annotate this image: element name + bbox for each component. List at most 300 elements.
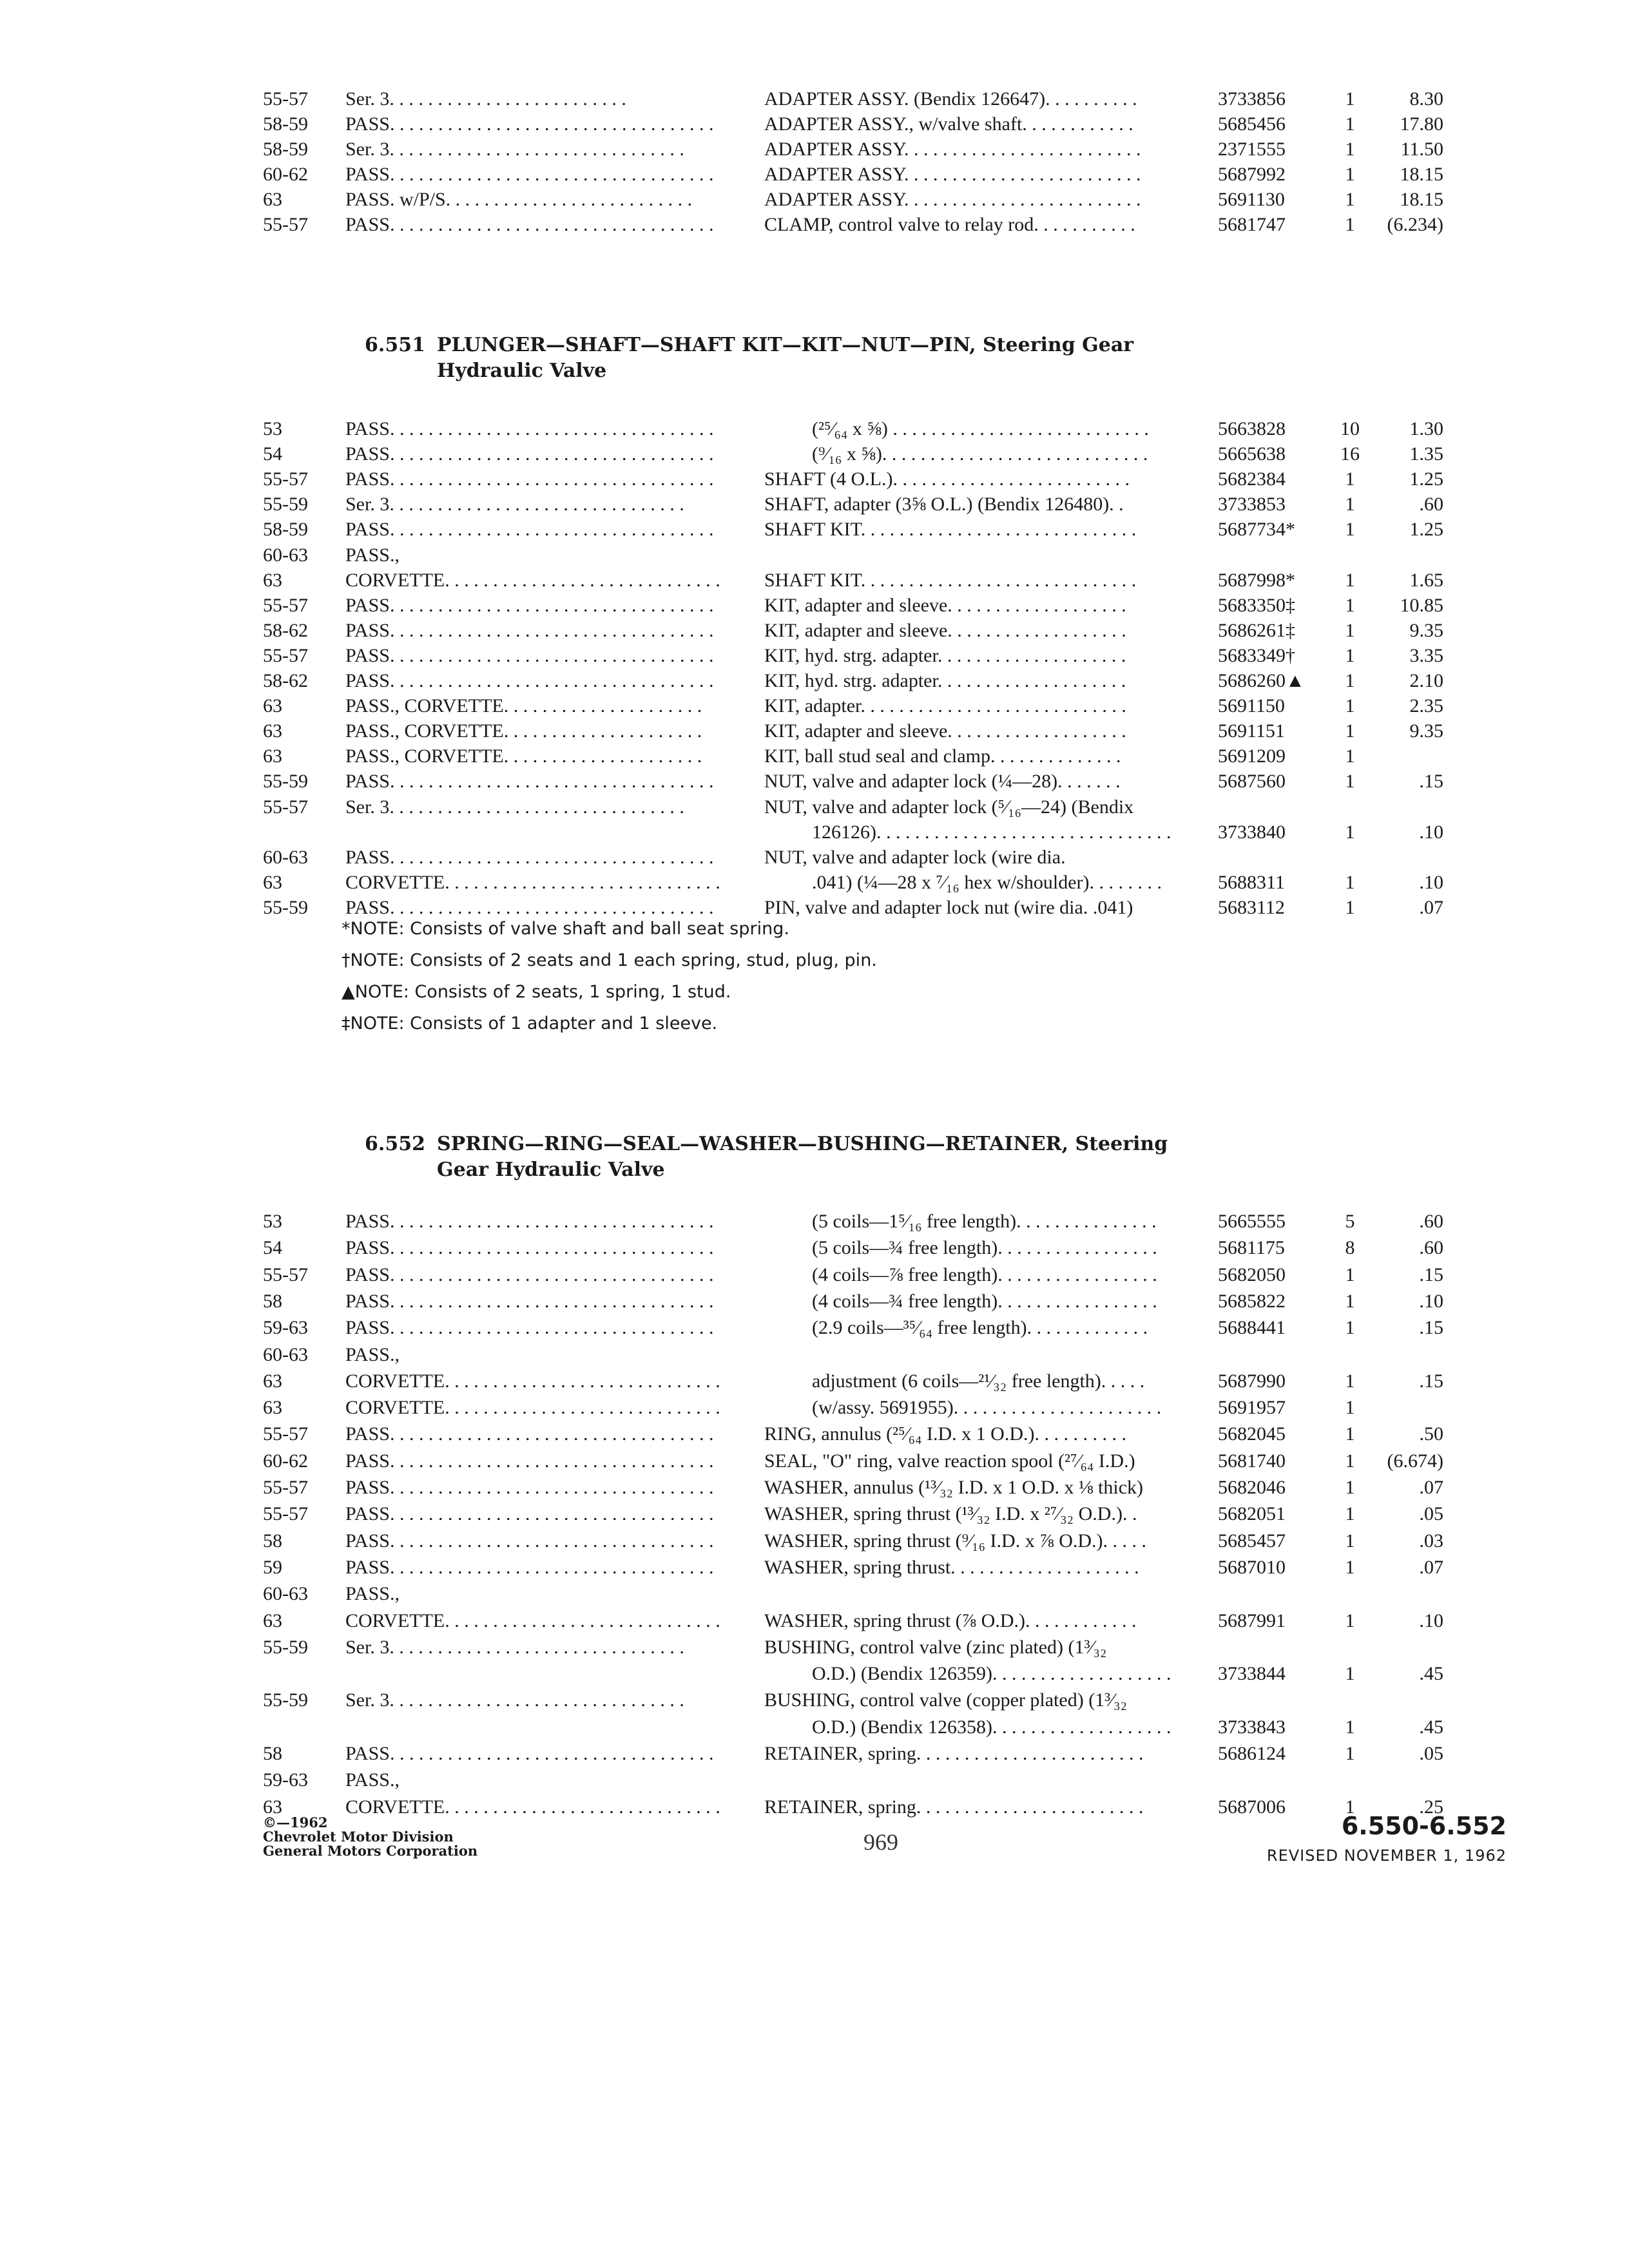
part-number: 5691957	[1218, 1397, 1286, 1419]
quantity: 1	[1345, 1370, 1355, 1392]
price: 2.10	[1409, 670, 1443, 691]
price: 1.35	[1409, 443, 1443, 465]
part-description: (5 coils—¾ free length). . . . . . . . . . . . . . . . .	[812, 1237, 1157, 1259]
price: .05	[1419, 1743, 1443, 1764]
quantity: 1	[1345, 1503, 1355, 1525]
part-description: KIT, ball stud seal and clamp. . . . . . . . . . . . . .	[764, 745, 1121, 767]
quantity: 1	[1345, 594, 1355, 616]
model-years: 60-63	[263, 846, 308, 868]
model-years: 63	[263, 1610, 282, 1631]
part-description: NUT, valve and adapter lock (wire dia.	[764, 846, 1066, 868]
model-years: 60-63	[263, 544, 308, 566]
table-row	[0, 543, 1629, 568]
footnote: ▲NOTE: Consists of 2 seats, 1 spring, 1 stud.	[342, 982, 731, 1002]
price: .10	[1419, 821, 1443, 843]
table-row	[0, 1421, 1629, 1447]
model-name: CORVETTE. . . . . . . . . . . . . . . . . . . . . . . . . . . . .	[345, 1397, 720, 1419]
model-name: PASS. . . . . . . . . . . . . . . . . . . . . . . . . . . . . . . . . .	[345, 214, 714, 235]
part-description: CLAMP, control valve to relay rod. . . . . . . . . . .	[764, 214, 1135, 235]
part-description: SEAL, "O" ring, valve reaction spool (²⁷⁄₆₄ I.D.)	[764, 1450, 1135, 1472]
price: .60	[1419, 494, 1443, 515]
quantity: 1	[1345, 644, 1355, 666]
part-description: (⁹⁄₁₆ x ⅝). . . . . . . . . . . . . . . . . . . . . . . . . . . .	[812, 443, 1148, 465]
model-years: 59-63	[263, 1769, 308, 1791]
part-number: 5682046	[1218, 1477, 1286, 1498]
part-number: 5691209	[1218, 745, 1286, 767]
model-years: 55-57	[263, 214, 308, 235]
part-description: SHAFT (4 O.L.). . . . . . . . . . . . . . . . . . . . . . . . .	[764, 468, 1130, 490]
model-years: 63	[263, 189, 282, 210]
part-number: 5687010	[1218, 1556, 1286, 1578]
model-name: PASS., CORVETTE. . . . . . . . . . . . . . . . . . . . .	[345, 695, 702, 717]
price: 9.35	[1409, 619, 1443, 641]
section-number: 6.551	[365, 334, 425, 356]
price: 10.85	[1400, 594, 1443, 616]
quantity: 1	[1345, 214, 1355, 235]
model-years: 63	[263, 1796, 282, 1818]
quantity: 1	[1345, 771, 1355, 793]
section-range: 6.550-6.552	[1341, 1812, 1507, 1840]
table-row	[0, 1262, 1629, 1288]
table-row	[0, 568, 1629, 593]
model-name: PASS. . . . . . . . . . . . . . . . . . . . . . . . . . . . . . . . . .	[345, 1211, 714, 1232]
section-title: SPRING—RING—SEAL—WASHER—BUSHING—RETAINER, Steering	[437, 1133, 1168, 1155]
table-row	[0, 416, 1629, 442]
model-name: PASS.,	[345, 1343, 400, 1365]
part-description: NUT, valve and adapter lock (¼—28). . . . . . .	[764, 771, 1121, 793]
part-number: 5691150	[1218, 695, 1285, 717]
part-description: KIT, adapter. . . . . . . . . . . . . . . . . . . . . . . . . . . .	[764, 695, 1126, 717]
table-row	[0, 845, 1629, 870]
part-description: WASHER, annulus (¹³⁄₃₂ I.D. x 1 O.D. x ⅛ thick)	[764, 1477, 1144, 1498]
model-name: PASS. . . . . . . . . . . . . . . . . . . . . . . . . . . . . . . . . .	[345, 619, 714, 641]
table-row	[0, 1342, 1629, 1368]
quantity: 1	[1345, 1530, 1355, 1552]
quantity: 1	[1345, 88, 1355, 110]
model-years: 55-59	[263, 896, 308, 918]
model-years: 63	[263, 871, 282, 893]
quantity: 1	[1345, 1610, 1355, 1631]
quantity: 1	[1345, 1397, 1355, 1419]
part-number: 3733856	[1218, 88, 1286, 110]
part-number: 3733840	[1218, 821, 1286, 843]
model-years: 58-59	[263, 139, 308, 160]
quantity: 1	[1345, 896, 1355, 918]
model-years: 60-62	[263, 1450, 308, 1472]
model-name: PASS.,	[345, 1583, 400, 1605]
table-row	[0, 744, 1629, 769]
model-years: 63	[263, 695, 282, 717]
table-row	[0, 187, 1629, 213]
part-description: (5 coils—1⁵⁄₁₆ free length). . . . . . . . . . . . . . .	[812, 1211, 1157, 1232]
quantity: 1	[1345, 745, 1355, 767]
section-title-line2: Gear Hydraulic Valve	[437, 1158, 665, 1181]
model-years: 58	[263, 1530, 282, 1552]
model-name: Ser. 3. . . . . . . . . . . . . . . . . . . . . . . . . . . . . . .	[345, 796, 684, 818]
model-years: 60-62	[263, 164, 308, 185]
model-years: 55-57	[263, 796, 308, 818]
model-name: Ser. 3. . . . . . . . . . . . . . . . . . . . . . . . .	[345, 88, 626, 110]
part-number: 5681747	[1218, 214, 1286, 235]
price: 17.80	[1400, 113, 1443, 135]
table-row	[0, 1448, 1629, 1474]
model-years: 63	[263, 1370, 282, 1392]
table-row	[0, 1289, 1629, 1314]
part-number: 5686124	[1218, 1743, 1286, 1764]
table-row	[0, 441, 1629, 467]
table-row	[0, 693, 1629, 719]
table-row	[0, 86, 1629, 112]
part-number: 5685457	[1218, 1530, 1286, 1552]
price: .15	[1419, 1317, 1443, 1339]
quantity: 1	[1345, 1264, 1355, 1285]
model-name: Ser. 3. . . . . . . . . . . . . . . . . . . . . . . . . . . . . . .	[345, 494, 684, 515]
quantity: 1	[1345, 113, 1355, 135]
part-number: 5682050	[1218, 1264, 1286, 1285]
part-description: RETAINER, spring. . . . . . . . . . . . . . . . . . . . . . . .	[764, 1743, 1144, 1764]
model-years: 58	[263, 1743, 282, 1764]
model-years: 55-59	[263, 494, 308, 515]
section-title-line2: Hydraulic Valve	[437, 360, 607, 382]
model-name: Ser. 3. . . . . . . . . . . . . . . . . . . . . . . . . . . . . . .	[345, 139, 684, 160]
price: .60	[1419, 1211, 1443, 1232]
section-title: PLUNGER—SHAFT—SHAFT KIT—KIT—NUT—PIN, Steering Gear	[437, 334, 1134, 356]
model-name: PASS. . . . . . . . . . . . . . . . . . . . . . . . . . . . . . . . . .	[345, 670, 714, 691]
price: 1.25	[1409, 519, 1443, 541]
part-description: PIN, valve and adapter lock nut (wire dia. .041)	[764, 896, 1133, 918]
price: .50	[1419, 1423, 1443, 1445]
part-number: 5683350‡	[1218, 594, 1295, 616]
model-name: PASS. . . . . . . . . . . . . . . . . . . . . . . . . . . . . . . . . .	[345, 1290, 714, 1312]
model-name: PASS. . . . . . . . . . . . . . . . . . . . . . . . . . . . . . . . . .	[345, 443, 714, 465]
footnote: ‡NOTE: Consists of 1 adapter and 1 sleeve.	[342, 1014, 718, 1033]
model-name: PASS. . . . . . . . . . . . . . . . . . . . . . . . . . . . . . . . . .	[345, 1237, 714, 1259]
model-name: PASS. . . . . . . . . . . . . . . . . . . . . . . . . . . . . . . . . .	[345, 1503, 714, 1525]
footnote: *NOTE: Consists of valve shaft and ball seat spring.	[342, 919, 789, 939]
quantity: 1	[1345, 189, 1355, 210]
part-description: .041) (¼—28 x ⁷⁄₁₆ hex w/shoulder). . . . . . . .	[812, 871, 1162, 893]
part-description: WASHER, spring thrust (⁹⁄₁₆ I.D. x ⅞ O.D.). . . . .	[764, 1530, 1147, 1552]
model-name: PASS. . . . . . . . . . . . . . . . . . . . . . . . . . . . . . . . . .	[345, 1317, 714, 1339]
model-name: CORVETTE. . . . . . . . . . . . . . . . . . . . . . . . . . . . .	[345, 1370, 720, 1392]
model-years: 55-59	[263, 771, 308, 793]
quantity: 1	[1345, 821, 1355, 843]
part-number: 5686261‡	[1218, 619, 1295, 641]
table-row	[0, 643, 1629, 669]
table-row	[0, 1475, 1629, 1501]
price: 8.30	[1409, 88, 1443, 110]
model-name: PASS. . . . . . . . . . . . . . . . . . . . . . . . . . . . . . . . . .	[345, 164, 714, 185]
model-name: PASS. . . . . . . . . . . . . . . . . . . . . . . . . . . . . . . . . .	[345, 896, 714, 918]
quantity: 1	[1345, 1450, 1355, 1472]
section-number: 6.552	[365, 1133, 425, 1155]
model-name: Ser. 3. . . . . . . . . . . . . . . . . . . . . . . . . . . . . . .	[345, 1636, 684, 1658]
model-years: 54	[263, 443, 282, 465]
division-name: Chevrolet Motor Division	[263, 1829, 454, 1845]
model-name: PASS. w/P/S. . . . . . . . . . . . . . . . . . . . . . . . . .	[345, 189, 693, 210]
part-description: WASHER, spring thrust (¹³⁄₃₂ I.D. x ²⁷⁄₃₂ O.D.). .	[764, 1503, 1137, 1525]
part-description: RING, annulus (²⁵⁄₆₄ I.D. x 1 O.D.). . . . . . . . . .	[764, 1423, 1127, 1445]
quantity: 16	[1340, 443, 1360, 465]
price: .15	[1419, 1370, 1443, 1392]
table-row	[0, 1369, 1629, 1394]
price: .60	[1419, 1237, 1443, 1259]
table-row	[0, 162, 1629, 187]
quantity: 1	[1345, 494, 1355, 515]
price: .07	[1419, 896, 1443, 918]
part-description: (²⁵⁄₆₄ x ⅝) . . . . . . . . . . . . . . . . . . . . . . . . . . .	[812, 418, 1149, 439]
quantity: 1	[1345, 695, 1355, 717]
table-row	[0, 1661, 1629, 1687]
part-number: 5687991	[1218, 1610, 1286, 1631]
model-name: CORVETTE. . . . . . . . . . . . . . . . . . . . . . . . . . . . .	[345, 1796, 720, 1818]
table-row	[0, 618, 1629, 644]
table-row	[0, 1687, 1629, 1713]
price: .07	[1419, 1556, 1443, 1578]
part-description: RETAINER, spring. . . . . . . . . . . . . . . . . . . . . . . .	[764, 1796, 1144, 1818]
part-number: 5682384	[1218, 468, 1286, 490]
model-name: CORVETTE. . . . . . . . . . . . . . . . . . . . . . . . . . . . .	[345, 569, 720, 591]
model-name: CORVETTE. . . . . . . . . . . . . . . . . . . . . . . . . . . . .	[345, 1610, 720, 1631]
corporation-name: General Motors Corporation	[263, 1843, 478, 1859]
model-years: 55-57	[263, 88, 308, 110]
quantity: 1	[1345, 139, 1355, 160]
model-years: 58-62	[263, 670, 308, 691]
part-description: ADAPTER ASSY. . . . . . . . . . . . . . . . . . . . . . . . .	[764, 164, 1141, 185]
table-row	[0, 466, 1629, 492]
part-description: SHAFT, adapter (3⅝ O.L.) (Bendix 126480). .	[764, 494, 1124, 515]
model-years: 63	[263, 745, 282, 767]
model-name: PASS. . . . . . . . . . . . . . . . . . . . . . . . . . . . . . . . . .	[345, 468, 714, 490]
part-description: KIT, hyd. strg. adapter. . . . . . . . . . . . . . . . . . . .	[764, 670, 1126, 691]
model-years: 60-63	[263, 1343, 308, 1365]
model-years: 55-59	[263, 1636, 308, 1658]
price: (6.234)	[1387, 214, 1443, 235]
part-number: 3733844	[1218, 1663, 1286, 1685]
part-number: 5683112	[1218, 896, 1285, 918]
quantity: 8	[1345, 1237, 1355, 1259]
model-name: PASS.,	[345, 544, 400, 566]
part-number: 5687734*	[1218, 519, 1295, 541]
part-description: (4 coils—⅞ free length). . . . . . . . . . . . . . . . .	[812, 1264, 1157, 1285]
table-row	[0, 1528, 1629, 1554]
quantity: 1	[1345, 1716, 1355, 1738]
price: .10	[1419, 1290, 1443, 1312]
model-name: Ser. 3. . . . . . . . . . . . . . . . . . . . . . . . . . . . . . .	[345, 1689, 684, 1711]
model-years: 54	[263, 1237, 282, 1259]
table-row	[0, 492, 1629, 517]
table-row	[0, 1608, 1629, 1634]
part-number: 5682051	[1218, 1503, 1286, 1525]
model-years: 55-57	[263, 1503, 308, 1525]
part-number: 5688441	[1218, 1317, 1286, 1339]
model-name: PASS. . . . . . . . . . . . . . . . . . . . . . . . . . . . . . . . . .	[345, 1477, 714, 1498]
price: 1.65	[1409, 569, 1443, 591]
price: 11.50	[1400, 139, 1443, 160]
price: 1.25	[1409, 468, 1443, 490]
model-years: 58-59	[263, 519, 308, 541]
quantity: 1	[1345, 720, 1355, 742]
footnote: †NOTE: Consists of 2 seats and 1 each spring, stud, plug, pin.	[342, 950, 877, 970]
model-name: PASS. . . . . . . . . . . . . . . . . . . . . . . . . . . . . . . . . .	[345, 644, 714, 666]
model-name: PASS. . . . . . . . . . . . . . . . . . . . . . . . . . . . . . . . . .	[345, 1423, 714, 1445]
quantity: 1	[1345, 468, 1355, 490]
part-number: 5681740	[1218, 1450, 1286, 1472]
model-name: PASS., CORVETTE. . . . . . . . . . . . . . . . . . . . .	[345, 745, 702, 767]
quantity: 1	[1345, 1290, 1355, 1312]
table-row	[0, 1767, 1629, 1793]
table-row	[0, 593, 1629, 619]
quantity: 1	[1345, 1477, 1355, 1498]
price: .15	[1419, 771, 1443, 793]
model-name: PASS. . . . . . . . . . . . . . . . . . . . . . . . . . . . . . . . . .	[345, 1743, 714, 1764]
price: .45	[1419, 1716, 1443, 1738]
part-description: ADAPTER ASSY. . . . . . . . . . . . . . . . . . . . . . . . .	[764, 139, 1141, 160]
part-description: BUSHING, control valve (zinc plated) (1³⁄₃₂	[764, 1636, 1107, 1658]
model-name: PASS. . . . . . . . . . . . . . . . . . . . . . . . . . . . . . . . . .	[345, 771, 714, 793]
part-number: 5681175	[1218, 1237, 1285, 1259]
model-name: PASS. . . . . . . . . . . . . . . . . . . . . . . . . . . . . . . . . .	[345, 418, 714, 439]
price: .03	[1419, 1530, 1443, 1552]
table-row	[0, 1395, 1629, 1421]
table-row	[0, 1209, 1629, 1235]
price: 1.30	[1409, 418, 1443, 439]
quantity: 1	[1345, 1663, 1355, 1685]
model-years: 53	[263, 418, 282, 439]
model-years: 58	[263, 1290, 282, 1312]
part-description: WASHER, spring thrust. . . . . . . . . . . . . . . . . . . .	[764, 1556, 1139, 1578]
part-description: adjustment (6 coils—²¹⁄₃₂ free length). . . . .	[812, 1370, 1145, 1392]
price: .10	[1419, 1610, 1443, 1631]
table-row	[0, 212, 1629, 238]
table-row	[0, 769, 1629, 794]
part-description: NUT, valve and adapter lock (⁵⁄₁₆—24) (Bendix	[764, 796, 1134, 818]
table-row	[0, 1741, 1629, 1767]
part-number: 3733843	[1218, 1716, 1286, 1738]
price: 9.35	[1409, 720, 1443, 742]
part-description: 126126). . . . . . . . . . . . . . . . . . . . . . . . . . . . . . .	[812, 821, 1171, 843]
revised-date: REVISED NOVEMBER 1, 1962	[1266, 1847, 1507, 1865]
part-description: ADAPTER ASSY., w/valve shaft. . . . . . . . . . . .	[764, 113, 1133, 135]
quantity: 1	[1345, 1743, 1355, 1764]
model-name: PASS. . . . . . . . . . . . . . . . . . . . . . . . . . . . . . . . . .	[345, 594, 714, 616]
model-name: PASS. . . . . . . . . . . . . . . . . . . . . . . . . . . . . . . . . .	[345, 1264, 714, 1285]
model-years: 58-59	[263, 113, 308, 135]
model-years: 55-57	[263, 1423, 308, 1445]
quantity: 5	[1345, 1211, 1355, 1232]
part-number: 5691130	[1218, 189, 1285, 210]
price: 3.35	[1409, 644, 1443, 666]
quantity: 1	[1345, 519, 1355, 541]
table-row	[0, 1555, 1629, 1581]
table-row	[0, 718, 1629, 744]
part-description: KIT, adapter and sleeve. . . . . . . . . . . . . . . . . . .	[764, 594, 1126, 616]
part-number: 2371555	[1218, 139, 1286, 160]
part-description: (2.9 coils—³⁵⁄₆₄ free length). . . . . . . . . . . . .	[812, 1317, 1148, 1339]
part-number: 5687992	[1218, 164, 1286, 185]
model-years: 55-57	[263, 1477, 308, 1498]
model-years: 53	[263, 1211, 282, 1232]
model-years: 63	[263, 720, 282, 742]
part-number: 5665555	[1218, 1211, 1286, 1232]
price: .25	[1419, 1796, 1443, 1818]
price: .15	[1419, 1264, 1443, 1285]
part-number: 5686260▲	[1218, 670, 1305, 691]
price: 18.15	[1400, 189, 1443, 210]
part-description: O.D.) (Bendix 126359). . . . . . . . . . . . . . . . . . .	[812, 1663, 1171, 1685]
part-number: 5688311	[1218, 871, 1285, 893]
table-row	[0, 137, 1629, 162]
model-years: 59	[263, 1556, 282, 1578]
model-years: 63	[263, 1397, 282, 1419]
model-name: PASS., CORVETTE. . . . . . . . . . . . . . . . . . . . .	[345, 720, 702, 742]
table-row	[0, 1315, 1629, 1341]
table-row	[0, 111, 1629, 137]
part-number: 5685822	[1218, 1290, 1286, 1312]
model-years: 58-62	[263, 619, 308, 641]
table-row	[0, 1581, 1629, 1607]
model-name: PASS. . . . . . . . . . . . . . . . . . . . . . . . . . . . . . . . . .	[345, 113, 714, 135]
part-description: KIT, hyd. strg. adapter. . . . . . . . . . . . . . . . . . . .	[764, 644, 1126, 666]
price: (6.674)	[1387, 1450, 1443, 1472]
part-description: SHAFT KIT. . . . . . . . . . . . . . . . . . . . . . . . . . . . .	[764, 519, 1137, 541]
quantity: 1	[1345, 1317, 1355, 1339]
model-years: 63	[263, 569, 282, 591]
part-number: 5687998*	[1218, 569, 1295, 591]
part-number: 5687990	[1218, 1370, 1286, 1392]
model-years: 60-63	[263, 1583, 308, 1605]
part-number: 5665638	[1218, 443, 1286, 465]
footer-publisher	[263, 1816, 477, 1858]
model-name: PASS. . . . . . . . . . . . . . . . . . . . . . . . . . . . . . . . . .	[345, 1556, 714, 1578]
part-number: 5691151	[1218, 720, 1285, 742]
part-description: (w/assy. 5691955). . . . . . . . . . . . . . . . . . . . . .	[812, 1397, 1162, 1419]
table-row	[0, 668, 1629, 694]
part-description: BUSHING, control valve (copper plated) (1³⁄₃₂	[764, 1689, 1128, 1711]
model-years: 59-63	[263, 1317, 308, 1339]
model-name: CORVETTE. . . . . . . . . . . . . . . . . . . . . . . . . . . . .	[345, 871, 720, 893]
table-row	[0, 820, 1629, 845]
model-years: 55-59	[263, 1689, 308, 1711]
part-description: ADAPTER ASSY. . . . . . . . . . . . . . . . . . . . . . . . .	[764, 189, 1141, 210]
table-row	[0, 870, 1629, 896]
part-description: WASHER, spring thrust (⅞ O.D.). . . . . . . . . . . .	[764, 1610, 1137, 1631]
table-row	[0, 1635, 1629, 1660]
quantity: 1	[1345, 1556, 1355, 1578]
quantity: 1	[1345, 619, 1355, 641]
price: .45	[1419, 1663, 1443, 1685]
table-row	[0, 1501, 1629, 1527]
table-row	[0, 1715, 1629, 1740]
part-number: 5682045	[1218, 1423, 1286, 1445]
price: 2.35	[1409, 695, 1443, 717]
price: .07	[1419, 1477, 1443, 1498]
part-number: 5685456	[1218, 113, 1286, 135]
copyright: ©—1962	[263, 1814, 328, 1831]
table-row	[0, 794, 1629, 820]
table-row	[0, 895, 1629, 921]
table-row	[0, 517, 1629, 543]
quantity: 1	[1345, 1796, 1355, 1818]
quantity: 10	[1340, 418, 1360, 439]
part-description: (4 coils—¾ free length). . . . . . . . . . . . . . . . .	[812, 1290, 1157, 1312]
part-description: O.D.) (Bendix 126358). . . . . . . . . . . . . . . . . . .	[812, 1716, 1171, 1738]
model-name: PASS. . . . . . . . . . . . . . . . . . . . . . . . . . . . . . . . . .	[345, 1450, 714, 1472]
part-description: SHAFT KIT. . . . . . . . . . . . . . . . . . . . . . . . . . . . .	[764, 569, 1137, 591]
model-years: 55-57	[263, 644, 308, 666]
model-years: 55-57	[263, 468, 308, 490]
model-name: PASS.,	[345, 1769, 400, 1791]
